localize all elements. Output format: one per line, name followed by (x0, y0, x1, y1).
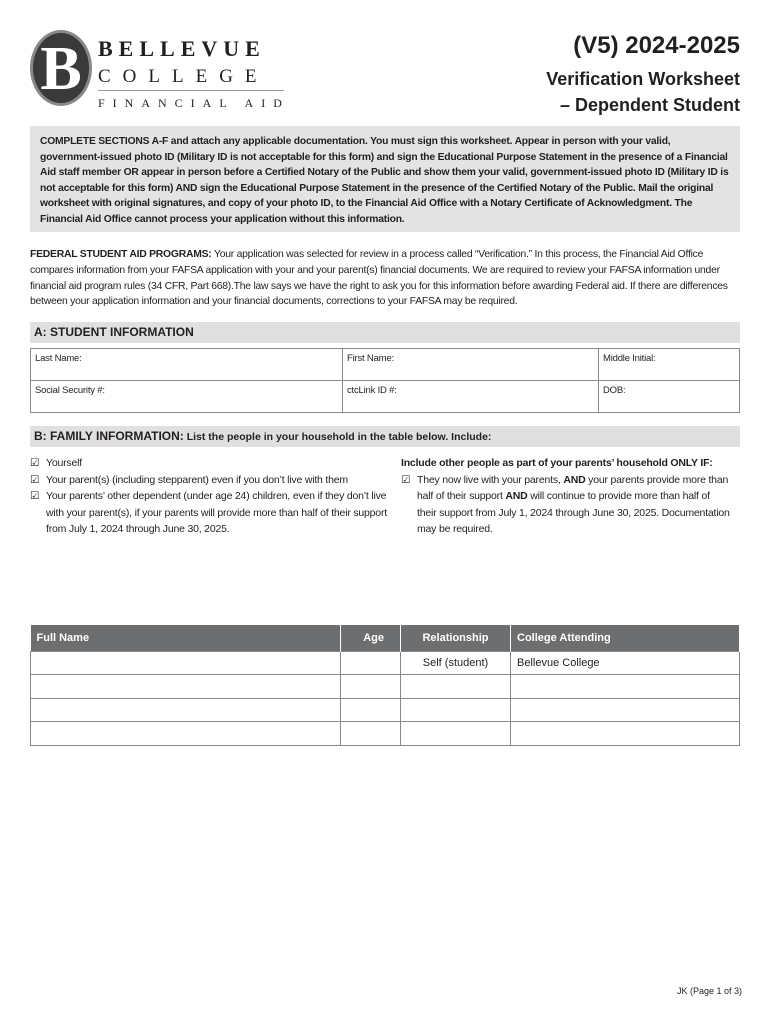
title-line: – Dependent Student (559, 95, 740, 115)
full-name-cell[interactable] (31, 651, 341, 675)
student-info-form (30, 348, 740, 413)
emphasis: AND (563, 473, 586, 486)
list-item (30, 455, 390, 472)
section-b-subtitle: List the people in your household in the table below. Include: (183, 431, 492, 443)
college-cell[interactable] (511, 698, 740, 722)
list-item-text: your parents provide more than half of their support (417, 473, 729, 502)
table-row (31, 675, 740, 699)
table-row (31, 722, 740, 746)
age-cell[interactable] (341, 698, 401, 722)
age-cell[interactable] (341, 722, 401, 746)
ctclink-id-field[interactable]: ctcLink ID #: (343, 381, 599, 413)
checkbox-icon: ☑ (401, 473, 411, 486)
list-item-text: will continue to provide more than half of their support from July 1, 2024 through June 30, 2025. Documentation may be required. (417, 490, 730, 535)
list-item-text: Yourself (46, 457, 82, 469)
relationship-cell[interactable] (401, 722, 511, 746)
checkbox-icon: ☑ (30, 490, 40, 502)
middle-initial-field[interactable]: Middle Initial: (599, 349, 740, 381)
relationship-cell[interactable] (401, 698, 511, 722)
household-table (30, 625, 740, 746)
federal-programs-paragraph (30, 247, 742, 310)
checkbox-icon: ☑ (30, 473, 40, 486)
table-row (31, 651, 740, 675)
other-people-heading: Include other people as part of your parents’ household ONLY IF: (401, 457, 713, 469)
logo-text: FINANCIAL AID (98, 96, 290, 110)
document-title (546, 32, 740, 118)
other-people-list (401, 455, 731, 538)
dob-field[interactable]: DOB: (599, 381, 740, 413)
emphasis: AND (505, 490, 528, 502)
full-name-cell[interactable] (31, 698, 341, 722)
checkbox-icon: ☑ (30, 457, 40, 469)
logo-text: COLLEGE (98, 66, 269, 87)
instructions-notice: COMPLETE SECTIONS A-F and attach any applicable documentation. You must sign this worksheet. Appear in person with your valid, government-issued photo ID (Military ID is not acceptable for this form) and sign the Educational Purpose Statement in the presence of a Financial Aid staff member OR appear in person before a Certified Notary of the Public and show them your valid, government-issued photo ID (Military ID is not acceptable for this form) AND sign the Educational Purpose Statement in the presence of the Certified Notary of the Public. Mail the original worksheet with original signatures, and copy of your photo ID, to the Financial Aid Office with a Notary Certificate of Acknowledgment. The Financial Aid Office cannot process your application without this information. (30, 126, 740, 232)
column-header: Relationship (401, 625, 511, 651)
list-item-text: Your parent(s) (including stepparent) even if you don’t live with them (46, 473, 348, 486)
column-header: Age (341, 625, 401, 651)
column-header: Full Name (31, 625, 341, 651)
title-line: Verification Worksheet (546, 69, 740, 89)
version-year: (V5) 2024-2025 (573, 32, 740, 59)
last-name-field[interactable]: Last Name: (31, 349, 343, 381)
first-name-field[interactable]: First Name: (343, 349, 599, 381)
federal-text: Your application was selected for review in a process called “Verification.” In this process, the Financial Aid Office compares information from your FAFSA application with your and your parent(s) financial documents. We are required to review your FAFSA information under financial aid program rules (34 CFR, Part 668).The law says we have the right to ask you for this information before awarding Federal aid. If there are differences between your application information and your financial documents, corrections to your FAFSA may be required. (30, 249, 728, 308)
relationship-cell[interactable] (401, 675, 511, 699)
list-item (30, 472, 390, 489)
page-footer: JK (Page 1 of 3) (676, 986, 742, 996)
table-header-row (31, 625, 740, 651)
relationship-cell[interactable]: Self (student) (401, 651, 511, 675)
logo-divider (98, 90, 284, 91)
college-cell[interactable] (511, 675, 740, 699)
college-cell[interactable] (511, 722, 740, 746)
age-cell[interactable] (341, 651, 401, 675)
section-b-title: B: FAMILY INFORMATION: (34, 429, 184, 443)
section-b-header (30, 426, 740, 447)
full-name-cell[interactable] (31, 722, 341, 746)
section-a-header: A: STUDENT INFORMATION (30, 322, 740, 343)
list-item-text: They now live with your parents, (417, 473, 564, 486)
list-item (30, 488, 390, 538)
college-cell[interactable]: Bellevue College (511, 651, 740, 675)
ssn-field[interactable]: Social Security #: (31, 381, 343, 413)
federal-label: FEDERAL STUDENT AID PROGRAMS: (30, 249, 212, 260)
bellevue-college-logo (30, 30, 290, 110)
full-name-cell[interactable] (31, 675, 341, 699)
logo-text: BELLEVUE (98, 36, 266, 61)
logo-emblem: B (30, 30, 92, 106)
list-item-text: Your parents’ other dependent (under age 24) children, even if they don’t live with your parent(s), if your parents will provide more than half of their support from July 1, 2024 through June 30, 2025. (46, 490, 387, 535)
age-cell[interactable] (341, 675, 401, 699)
include-list (30, 455, 390, 538)
column-header: College Attending (511, 625, 740, 651)
table-row (31, 698, 740, 722)
list-item (401, 472, 731, 538)
